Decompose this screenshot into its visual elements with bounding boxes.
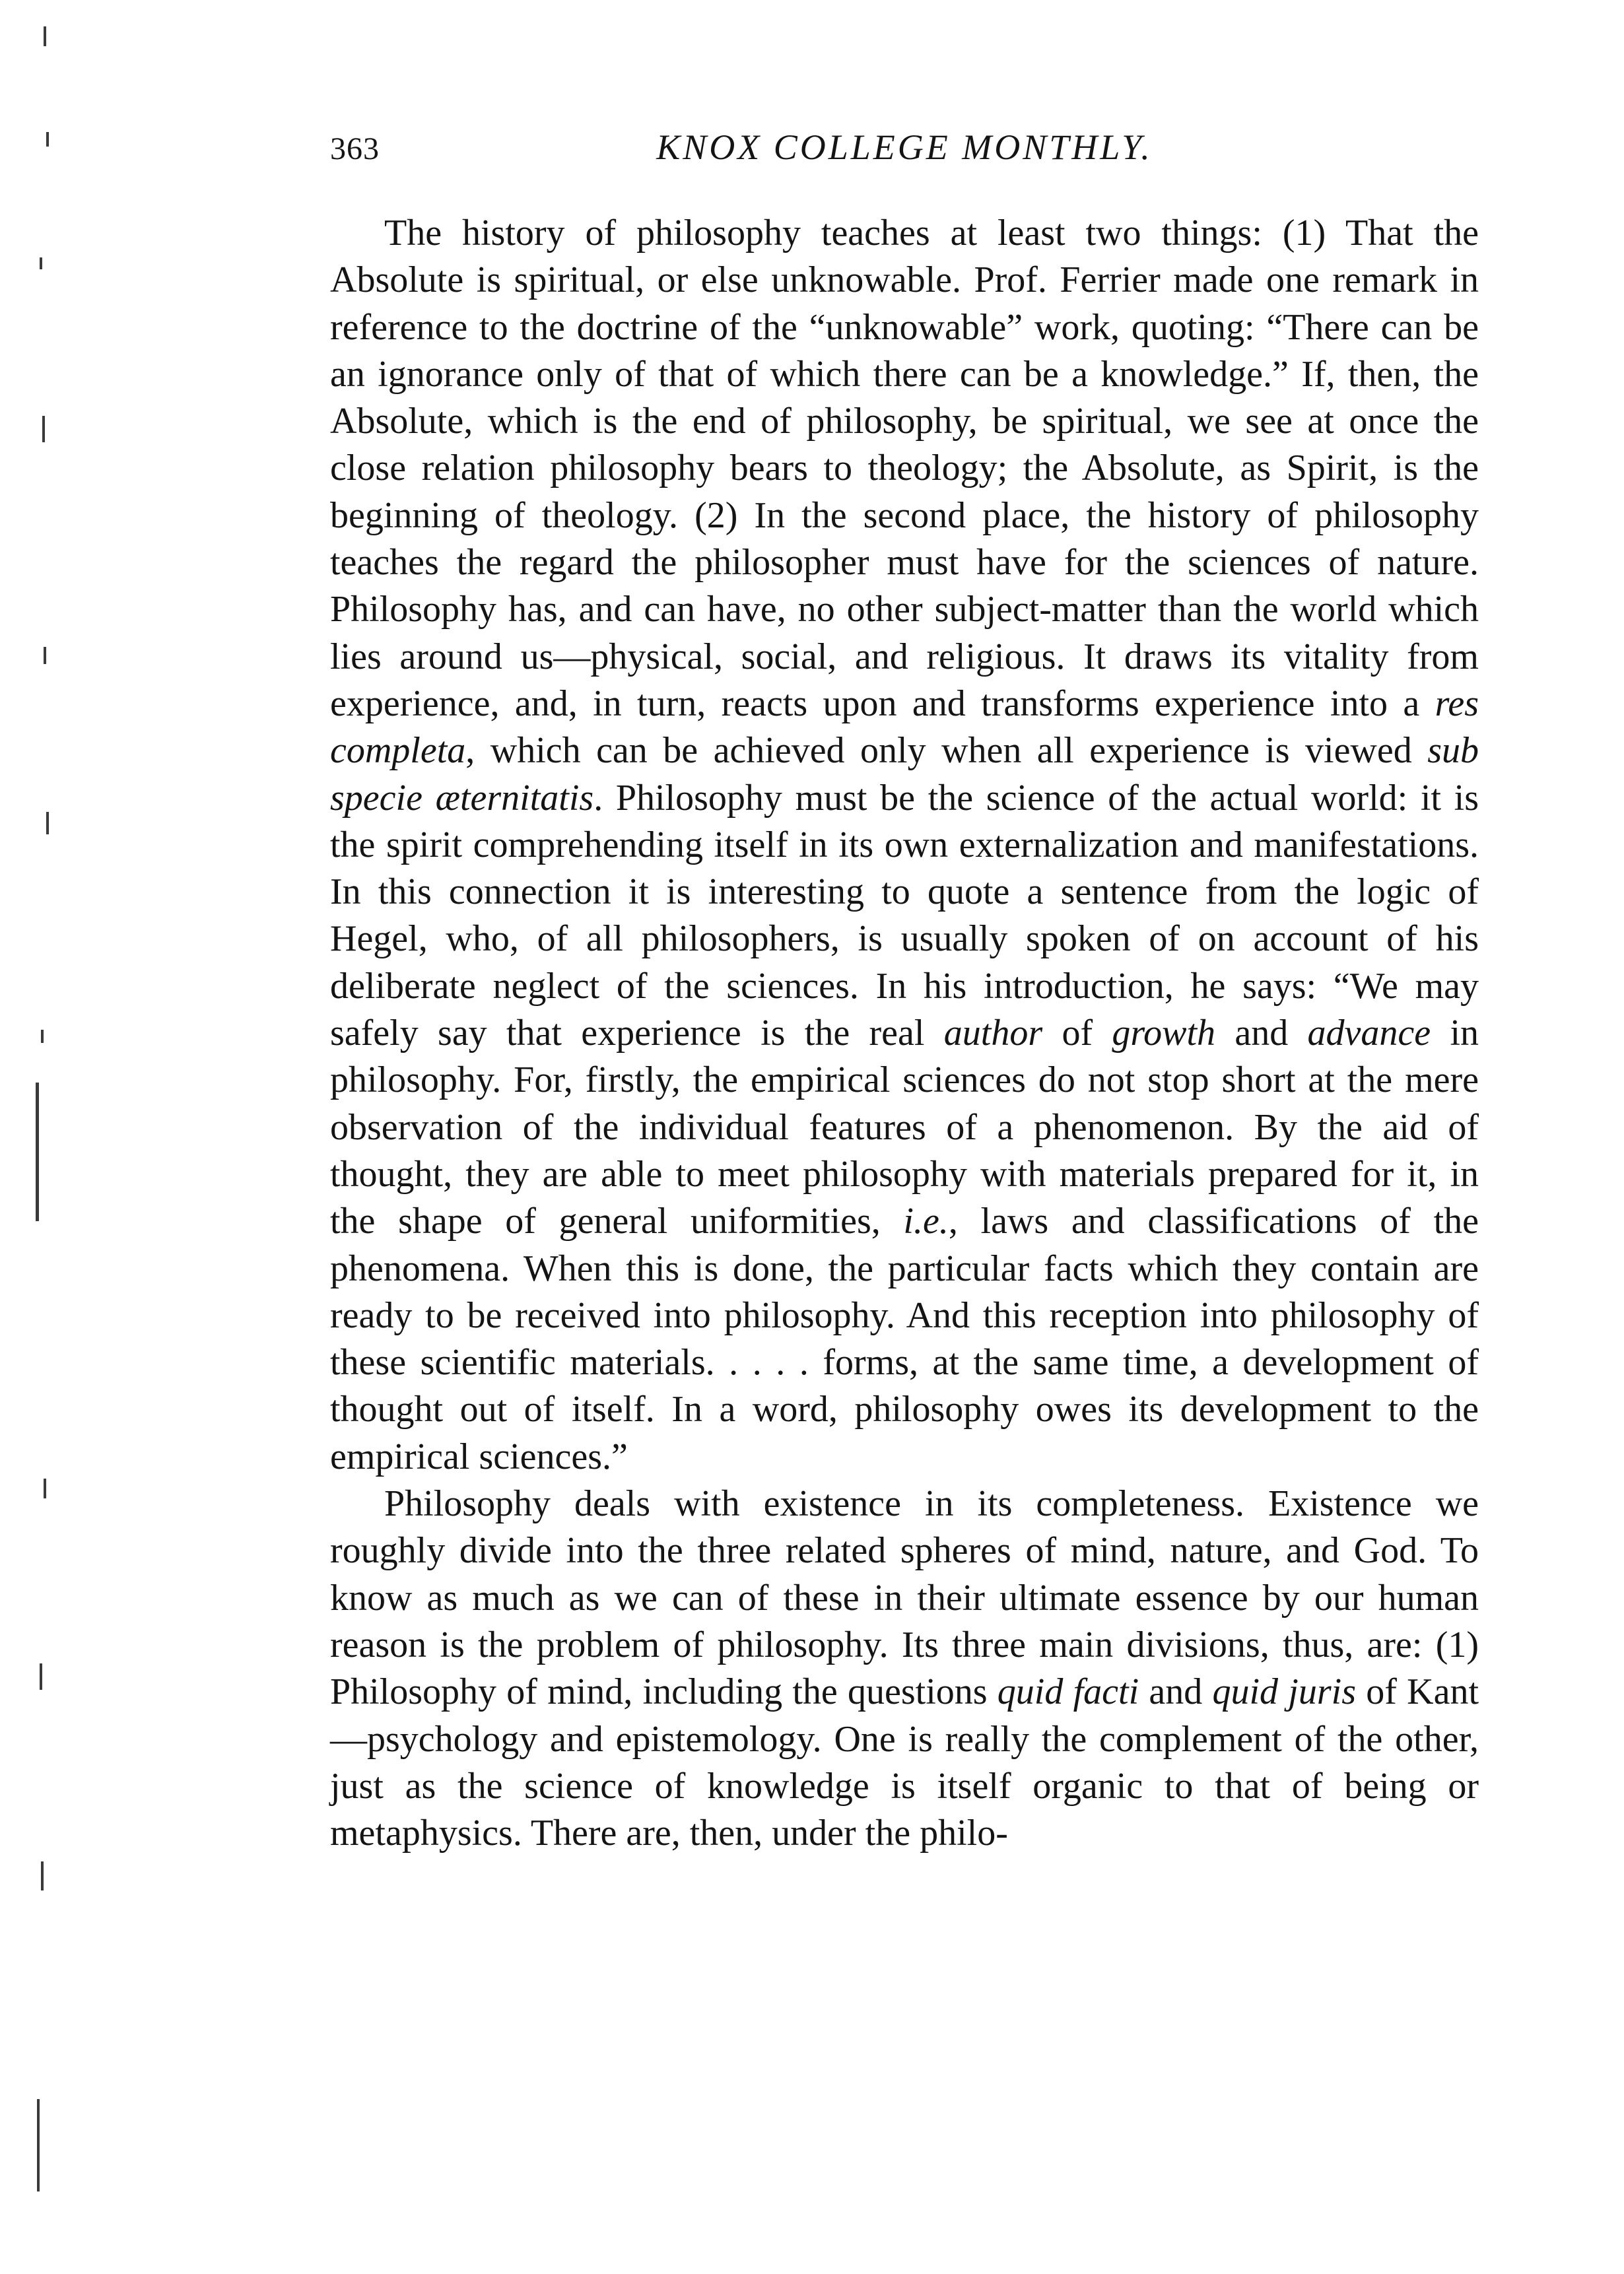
italic-phrase: advance [1307,1013,1431,1054]
italic-phrase: quid juris [1212,1671,1357,1713]
text-segment: Philosophy deals with existence in its completeness. Existence we roughly divide into the three related spheres of mind, nature, and God. To know as much as we can of these in their ultimate essence by our human reason is the problem of philosophy. Its three main divisions, thus, are: (1) Philosophy of mind, including the questions [330,1483,1479,1713]
page-header [330,124,1479,177]
scan-edge-mark [46,132,49,147]
scan-edge-mark [37,2099,40,2191]
scan-edge-mark [40,1663,42,1690]
text-segment: of Kant—psychology and epistemology. One is really the complement of the other, just as the science of knowledge is itself organic to that of being or metaphysics. There are, then, under the philo- [330,1671,1479,1854]
text-segment: , laws and classifications of the phenomena. When this is done, the particular facts which they contain are ready to be received into philosophy. And this reception into philosophy of these scientific materials. . . . . forms, at the same time, a development of thought out of itself. In a word, philosophy owes its development to the empirical sciences.” [330,1201,1479,1477]
italic-phrase: res completa [330,683,1479,772]
body-text [330,210,1479,1857]
text-segment: , which can be achieved only when all experience is viewed [465,730,1428,772]
scan-edge-mark [41,1861,44,1890]
scan-edge-mark [41,1030,44,1043]
text-segment: of [1042,1013,1112,1054]
text-segment: in philosophy. For, firstly, the empirical sciences do not stop short at the mere observation of the individual features of a phenomenon. By the aid of thought, they are able to meet philosophy with materials prepared for it, in the shape of general uniformities, [330,1013,1479,1242]
paragraph [330,1481,1479,1857]
scan-edge-mark [36,1083,39,1221]
scan-edge-mark [44,1479,46,1498]
italic-phrase: i.e. [903,1201,949,1242]
scan-edge-mark [44,647,46,664]
scan-edge-marks [0,0,79,2274]
scan-edge-mark [44,26,46,46]
italic-phrase: growth [1112,1013,1216,1054]
scan-edge-mark [46,812,49,834]
text-segment: The history of philosophy teaches at least two things: (1) That the Absolute is spiritual, or else unknowable. Prof. Ferrier made one remark in reference to the doctrine of the “unknowable” work, quoting: “There can be an ignorance only of that of which there can be a knowledge.” If, then, the Absolute, which is the end of philosophy, be spiritual, we see at once the close relation philosophy bears to theology; the Absolute, as Spirit, is the beginning of theology. (2) In the second place, the history of philosophy teaches the regard the philosopher must have for the sciences of nature. Philosophy has, and can have, no other subject-matter than the world which lies around us—physical, social, and religious. It draws its vitality from experience, and, in turn, reacts upon and transforms experience into a [330,213,1479,724]
italic-phrase: author [943,1013,1043,1054]
scan-edge-mark [42,416,45,442]
text-segment: . Philosophy must be the science of the actual world: it is the spirit comprehending itself in its own externalization and manifestations. In this connection it is interesting to quote a sentence from the logic of Hegel, who, of all philosophers, is usually spoken of on account of his deliberate neglect of the sciences. In his introduction, he says: “We may safely say that experience is the real [330,777,1479,1054]
text-segment: and [1139,1671,1213,1713]
italic-phrase: quid facti [997,1671,1139,1713]
scan-edge-mark [40,257,42,269]
page-number: 363 [330,131,380,166]
running-title: KNOX COLLEGE MONTHLY. [656,127,1153,167]
paragraph [330,210,1479,1481]
text-segment: and [1215,1013,1308,1054]
italic-phrase: sub specie æternitatis [330,730,1479,819]
